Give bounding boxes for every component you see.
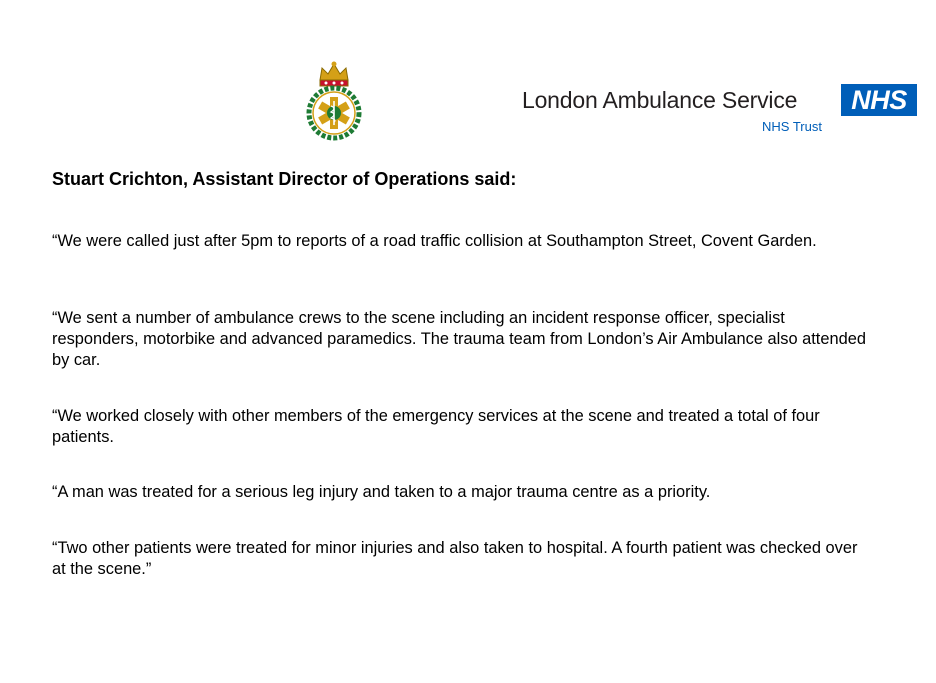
org-subtitle: NHS Trust [762, 119, 822, 134]
org-name: London Ambulance Service [522, 87, 798, 113]
statement-paragraph: “We were called just after 5pm to reports of a road traffic collision at Southampton Street, Covent Garden. [52, 232, 817, 250]
statement-paragraph: “We sent a number of ambulance crews to the scene including an incident response officer, specialist responders, motorbike and advanced paramedics. The trauma team from London’s Air Ambulance also attended by car. [52, 309, 866, 369]
statement-paragraph: “We worked closely with other members of the emergency services at the scene and treated a total of four patients. [52, 407, 820, 446]
ambulance-service-crest-icon [302, 58, 366, 142]
statement-heading: Stuart Crichton, Assistant Director of Operations said: [52, 169, 517, 189]
statement-paragraph: “A man was treated for a serious leg injury and taken to a major trauma centre as a priority. [52, 483, 711, 501]
nhs-logo: NHS [841, 84, 917, 116]
statement-paragraph: “Two other patients were treated for minor injuries and also taken to hospital. A fourth patient was checked over at the scene.” [52, 539, 858, 578]
